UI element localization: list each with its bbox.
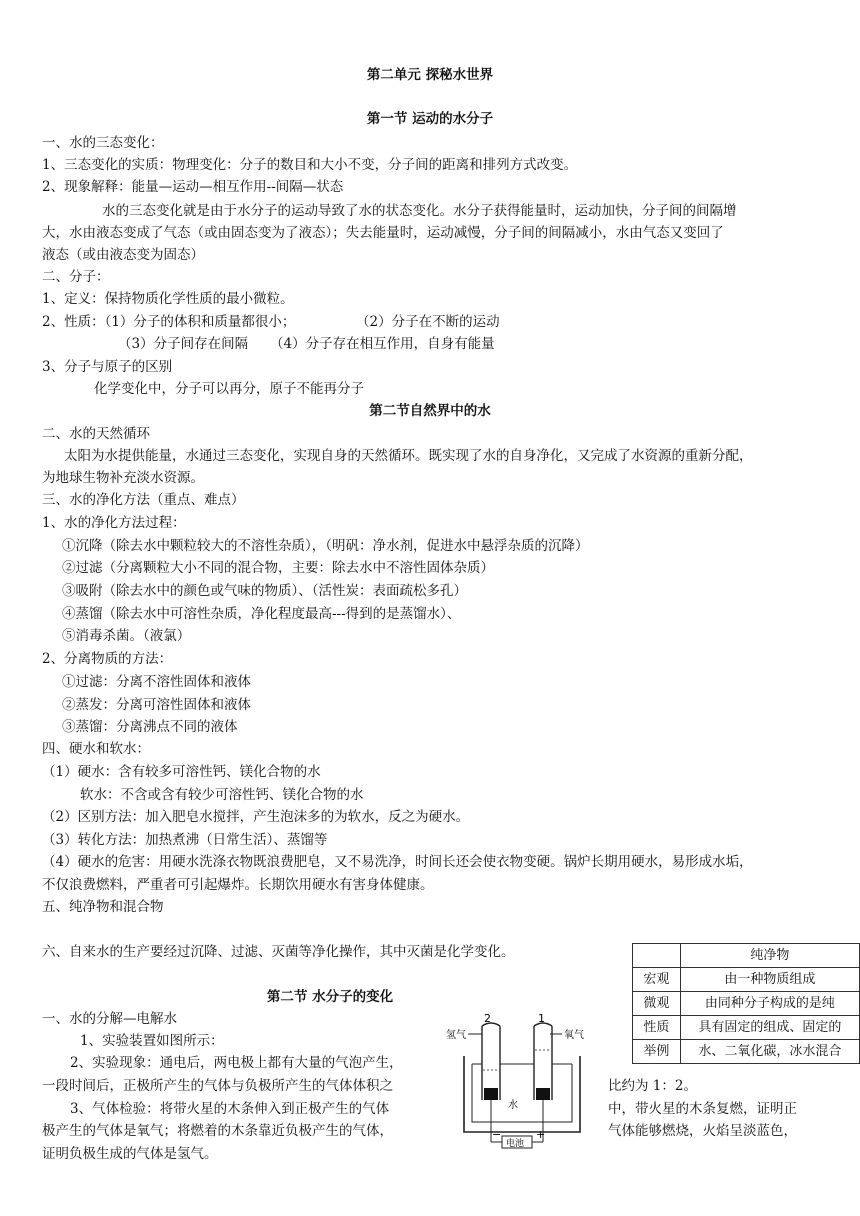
table-cell: 水、二氧化碳，冰水混合 xyxy=(680,1040,859,1064)
tube-number-1: 1 xyxy=(538,1012,545,1025)
table-cell: 微观 xyxy=(633,992,681,1016)
text-line: 一段时间后，正极所产生的气体与负极所产生的气体体积之 xyxy=(42,1078,393,1094)
text-line: 六、自来水的生产要经过沉降、过滤、灭菌等净化操作，其中灭菌是化学变化。 xyxy=(42,944,515,960)
list-item: ⑤消毒杀菌。（液氯） xyxy=(62,628,191,644)
minus-sign: − xyxy=(492,1128,502,1141)
table-cell xyxy=(633,944,681,968)
text-line: 3、气体检验：将带火星的木条伸入到正极产生的气体 xyxy=(70,1101,390,1117)
text-line: 3、分子与原子的区别 xyxy=(42,359,173,375)
table-row xyxy=(633,1016,860,1040)
table-row xyxy=(633,1040,860,1064)
text-line: 比约为 1：2。 xyxy=(608,1078,697,1094)
text-line: 五、纯净物和混合物 xyxy=(42,899,164,915)
text-line: （4）硬水的危害：用硬水洗涤衣物既浪费肥皂，又不易洗净，时间长还会使衣物变硬。锅炉长期用硬水，易形成水垢， xyxy=(42,854,753,870)
list-item: ②过滤（分离颗粒大小不同的混合物，主要：除去水中不溶性固体杂质） xyxy=(62,560,494,576)
table-row xyxy=(633,944,860,968)
negative-electrode xyxy=(484,1088,498,1100)
page-title: 第二单元 探秘水世界 xyxy=(366,67,494,83)
list-item: ②蒸发：分离可溶性固体和液体 xyxy=(62,697,251,713)
text-line: 液态（或由液态变为固态） xyxy=(42,247,204,263)
text-line: 一、水的三态变化： xyxy=(42,135,164,151)
text-line: 不仅浪费燃料，严重者可引起爆炸。长期饮用硬水有害身体健康。 xyxy=(42,877,434,893)
electrolysis-apparatus-figure xyxy=(444,1004,602,1154)
list-item: ④蒸馏（除去水中可溶性杂质，净化程度最高---得到的是蒸馏水）、 xyxy=(62,606,461,622)
text-line: 1、实验装置如图所示： xyxy=(80,1033,224,1049)
list-item: ①过滤：分离不溶性固体和液体 xyxy=(62,674,251,690)
text-line: 2、实验现象：通电后，两电极上都有大量的气泡产生， xyxy=(70,1055,403,1071)
water-label: 水 xyxy=(508,1100,518,1111)
text-line: 化学变化中，分子可以再分，原子不能再分子 xyxy=(94,381,364,397)
text-line: （3）转化方法：加热煮沸（日常生活）、蒸馏等 xyxy=(42,832,328,848)
pure-substance-table xyxy=(632,943,860,1064)
text-line: 太阳为水提供能量，水通过三态变化，实现自身的天然循环。既实现了水的自身净化，又完成了水资源的重新分配， xyxy=(64,448,753,464)
text-line: 1、三态变化的实质：物理变化：分子的数目和大小不变，分子间的距离和排列方式改变。 xyxy=(42,157,578,173)
list-item: ①沉降（除去水中颗粒较大的不溶性杂质），（明矾：净水剂，促进水中悬浮杂质的沉降） xyxy=(62,538,589,554)
text-line: 二、分子： xyxy=(42,269,110,285)
text-line: 证明负极生成的气体是氢气。 xyxy=(42,1146,218,1162)
oxygen-label: 氧气 xyxy=(564,1030,584,1041)
list-item: ③吸附（除去水中的颜色或气味的物质）、（活性炭：表面疏松多孔） xyxy=(62,583,467,599)
table-cell: 宏观 xyxy=(633,968,681,992)
text-line: 2、分离物质的方法： xyxy=(42,651,173,667)
text-line: 极产生的气体是氧气；将燃着的木条靠近负极产生的气体， xyxy=(42,1123,393,1139)
table-cell: 举例 xyxy=(633,1040,681,1064)
text-line: 气体能够燃烧，火焰呈淡蓝色， xyxy=(608,1123,797,1139)
text-line: 一、水的分解—电解水 xyxy=(42,1011,177,1027)
section-title-3: 第二节 水分子的变化 xyxy=(266,989,394,1005)
text-line: 中，带火星的木条复燃，证明正 xyxy=(608,1101,797,1117)
text-line: 水的三态变化就是由于水分子的运动导致了水的状态变化。水分子获得能量时，运动加快，分子间的间隔增 xyxy=(102,203,737,219)
text-line: 二、水的天然循环 xyxy=(42,426,150,442)
list-item: ③蒸馏：分离沸点不同的液体 xyxy=(62,719,238,735)
text-line: 四、硬水和软水： xyxy=(42,741,150,757)
table-row xyxy=(633,992,860,1016)
text-line: （4）分子存在相互作用，自身有能量 xyxy=(270,336,495,352)
text-line: （1）硬水：含有较多可溶性钙、镁化合物的水 xyxy=(42,764,321,780)
section-title-1: 第一节 运动的水分子 xyxy=(366,111,494,127)
hydrogen-label: 氢气 xyxy=(446,1030,466,1041)
text-line: （2）分子在不断的运动 xyxy=(356,314,500,330)
section-title-2: 第二节自然界中的水 xyxy=(369,403,491,419)
text-line: （2）区别方法：加入肥皂水搅拌，产生泡沫多的为软水，反之为硬水。 xyxy=(42,809,470,825)
text-line: 大，水由液态变成了气态（或由固态变为了液态）；失去能量时，运动减慢，分子间的间隔减小，水由气态又变回了 xyxy=(42,225,724,241)
tube-number-2: 2 xyxy=(484,1012,491,1025)
text-line: 2、性质：（1）分子的体积和质量都很小； xyxy=(42,314,296,330)
table-cell: 纯净物 xyxy=(680,944,859,968)
text-line: 为地球生物补充淡水资源。 xyxy=(42,470,204,486)
table-cell: 由一种物质组成 xyxy=(680,968,859,992)
text-line: 2、现象解释：能量—运动—相互作用--间隔—状态 xyxy=(42,179,344,195)
text-line: 1、定义：保持物质化学性质的最小微粒。 xyxy=(42,291,294,307)
table-row xyxy=(633,968,860,992)
text-line: 三、水的净化方法（重点、难点） xyxy=(42,492,245,508)
table-cell: 具有固定的组成、固定的 xyxy=(680,1016,859,1040)
table-cell: 性质 xyxy=(633,1016,681,1040)
table-cell: 由同种分子构成的是纯 xyxy=(680,992,859,1016)
plus-sign: + xyxy=(536,1128,546,1141)
text-line: （3）分子间存在间隔 xyxy=(118,336,249,352)
text-line: 1、水的净化方法过程： xyxy=(42,515,186,531)
battery-label: 电池 xyxy=(506,1139,525,1149)
positive-electrode xyxy=(536,1088,550,1100)
text-line: 软水：不含或含有较少可溶性钙、镁化合物的水 xyxy=(80,787,364,803)
